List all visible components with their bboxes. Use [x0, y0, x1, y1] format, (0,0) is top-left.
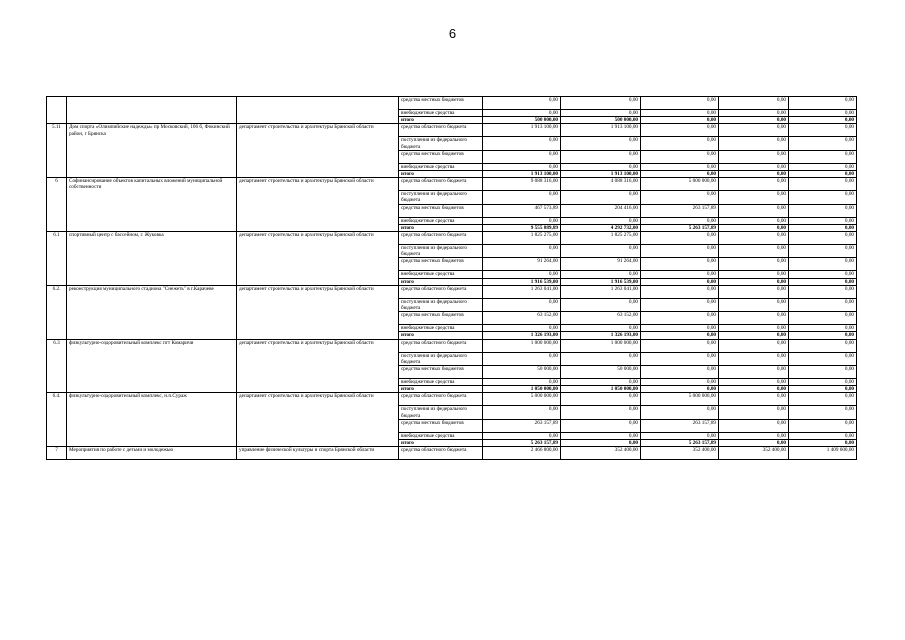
amount-cell: 5 263 157,89: [483, 440, 561, 447]
amount-cell: 1 913 100,00: [483, 124, 561, 137]
amount-cell: 1 913 100,00: [561, 171, 641, 178]
amount-cell: 0,00: [789, 432, 857, 439]
section-number-cell: 6.4.: [47, 393, 67, 447]
amount-cell: 0,00: [641, 97, 719, 110]
amount-cell: 0,00: [719, 339, 789, 352]
amount-cell: 0,00: [561, 393, 641, 406]
funding-source-cell: внебюджетные средства: [399, 217, 483, 224]
amount-cell: 9 555 889,89: [483, 224, 561, 231]
amount-cell: 352 400,00: [561, 447, 641, 460]
amount-cell: 0,00: [483, 97, 561, 110]
amount-cell: 0,00: [641, 137, 719, 150]
amount-cell: 0,00: [641, 278, 719, 285]
amount-cell: 0,00: [561, 298, 641, 311]
amount-cell: 1 916 539,00: [483, 278, 561, 285]
funding-source-cell: итого: [399, 440, 483, 447]
amount-cell: 0,00: [719, 137, 789, 150]
amount-cell: 0,00: [641, 332, 719, 339]
amount-cell: 1 326 193,00: [561, 332, 641, 339]
amount-cell: 0,00: [483, 137, 561, 150]
funding-source-cell: поступления из федерального бюджета: [399, 191, 483, 204]
amount-cell: 467 573,89: [483, 204, 561, 217]
funding-source-cell: итого: [399, 224, 483, 231]
amount-cell: 0,00: [719, 312, 789, 325]
amount-cell: 0,00: [561, 245, 641, 258]
amount-cell: 0,00: [483, 298, 561, 311]
amount-cell: 0,00: [561, 432, 641, 439]
amount-cell: 1 000 000,00: [561, 339, 641, 352]
funding-source-cell: средства местных бюджетов: [399, 150, 483, 163]
amount-cell: 0,00: [719, 150, 789, 163]
amount-cell: 91 264,00: [483, 258, 561, 271]
amount-cell: 0,00: [719, 204, 789, 217]
table-body: [47, 97, 857, 460]
amount-cell: 0,00: [719, 245, 789, 258]
amount-cell: 50 000,00: [561, 366, 641, 379]
amount-cell: 91 264,00: [561, 258, 641, 271]
amount-cell: 0,00: [483, 432, 561, 439]
amount-cell: 0,00: [561, 150, 641, 163]
activity-name-cell: [67, 97, 237, 124]
amount-cell: 0,00: [483, 245, 561, 258]
section-number-cell: 6.3: [47, 339, 67, 393]
funding-source-cell: поступления из федерального бюджета: [399, 406, 483, 419]
amount-cell: 63 152,00: [561, 312, 641, 325]
amount-cell: 1 913 100,00: [561, 124, 641, 137]
amount-cell: 0,00: [561, 137, 641, 150]
amount-cell: 500 000,00: [561, 117, 641, 124]
amount-cell: 0,00: [641, 163, 719, 170]
activity-name-cell: реконструкция муниципального стадиона "Снежеть" в г.Карачеве: [67, 285, 237, 339]
activity-name-cell: Мероприятия по работе с детьми и молодежью: [67, 447, 237, 460]
amount-cell: 0,00: [789, 312, 857, 325]
amount-cell: 0,00: [789, 117, 857, 124]
amount-cell: 4 088 316,00: [561, 178, 641, 191]
amount-cell: 0,00: [789, 278, 857, 285]
amount-cell: 0,00: [789, 178, 857, 191]
funding-source-cell: поступления из федерального бюджета: [399, 352, 483, 365]
amount-cell: 0,00: [561, 419, 641, 432]
amount-cell: 0,00: [483, 150, 561, 163]
amount-cell: 0,00: [719, 352, 789, 365]
executor-cell: департамент строительства и архитектуры Брянской области: [237, 393, 399, 447]
amount-cell: 0,00: [719, 224, 789, 231]
section-number-cell: 7: [47, 447, 67, 460]
amount-cell: 0,00: [561, 97, 641, 110]
funding-source-cell: внебюджетные средства: [399, 325, 483, 332]
funding-source-cell: средства областного бюджета: [399, 232, 483, 245]
funding-source-cell: средства областного бюджета: [399, 339, 483, 352]
amount-cell: 0,00: [789, 232, 857, 245]
amount-cell: 1 825 275,00: [561, 232, 641, 245]
amount-cell: 1 263 041,00: [483, 285, 561, 298]
funding-source-cell: средства местных бюджетов: [399, 366, 483, 379]
amount-cell: 0,00: [789, 386, 857, 393]
amount-cell: 5 000 000,00: [641, 178, 719, 191]
funding-source-cell: внебюджетные средства: [399, 271, 483, 278]
amount-cell: 0,00: [719, 432, 789, 439]
amount-cell: 0,00: [561, 406, 641, 419]
executor-cell: [237, 97, 399, 124]
amount-cell: 352 400,00: [641, 447, 719, 460]
amount-cell: 0,00: [789, 258, 857, 271]
amount-cell: 1 263 041,00: [561, 285, 641, 298]
amount-cell: 0,00: [641, 432, 719, 439]
amount-cell: 0,00: [483, 325, 561, 332]
amount-cell: 0,00: [719, 171, 789, 178]
amount-cell: 0,00: [641, 217, 719, 224]
budget-table: [46, 96, 857, 460]
amount-cell: 1 825 275,00: [483, 232, 561, 245]
amount-cell: 204 416,00: [561, 204, 641, 217]
amount-cell: 0,00: [719, 163, 789, 170]
funding-source-cell: средства местных бюджетов: [399, 312, 483, 325]
amount-cell: 9 088 316,00: [483, 178, 561, 191]
amount-cell: 0,00: [789, 366, 857, 379]
amount-cell: 5 263 157,89: [641, 440, 719, 447]
amount-cell: 1 050 000,00: [561, 386, 641, 393]
amount-cell: 0,00: [789, 406, 857, 419]
amount-cell: 50 000,00: [483, 366, 561, 379]
amount-cell: 352 400,00: [719, 447, 789, 460]
amount-cell: 0,00: [483, 110, 561, 117]
amount-cell: 1 409 600,00: [789, 447, 857, 460]
section-number-cell: 5.11: [47, 124, 67, 178]
amount-cell: 0,00: [641, 245, 719, 258]
amount-cell: 0,00: [789, 137, 857, 150]
section-number-cell: 6: [47, 178, 67, 232]
amount-cell: 0,00: [561, 271, 641, 278]
funding-source-cell: средства областного бюджета: [399, 124, 483, 137]
table-row: [47, 393, 857, 406]
amount-cell: 0,00: [641, 232, 719, 245]
executor-cell: департамент строительства и архитектуры Брянской области: [237, 232, 399, 286]
executor-cell: департамент строительства и архитектуры Брянской области: [237, 285, 399, 339]
amount-cell: 0,00: [483, 163, 561, 170]
amount-cell: 0,00: [789, 163, 857, 170]
amount-cell: 0,00: [719, 285, 789, 298]
funding-source-cell: итого: [399, 117, 483, 124]
amount-cell: 0,00: [561, 325, 641, 332]
amount-cell: 2 466 800,00: [483, 447, 561, 460]
amount-cell: 0,00: [789, 285, 857, 298]
amount-cell: 0,00: [789, 352, 857, 365]
amount-cell: 5 263 157,89: [641, 224, 719, 231]
amount-cell: 0,00: [641, 379, 719, 386]
amount-cell: 0,00: [641, 110, 719, 117]
amount-cell: 0,00: [719, 232, 789, 245]
table-row: [47, 232, 857, 245]
amount-cell: 0,00: [719, 278, 789, 285]
table-row: [47, 97, 857, 110]
amount-cell: 0,00: [719, 379, 789, 386]
funding-source-cell: поступления из федерального бюджета: [399, 298, 483, 311]
executor-cell: управление физической культуры и спорта Брянской области: [237, 447, 399, 460]
amount-cell: 0,00: [641, 352, 719, 365]
funding-source-cell: итого: [399, 171, 483, 178]
amount-cell: 63 152,00: [483, 312, 561, 325]
amount-cell: 500 000,00: [483, 117, 561, 124]
amount-cell: 0,00: [789, 224, 857, 231]
amount-cell: 0,00: [719, 325, 789, 332]
funding-source-cell: внебюджетные средства: [399, 110, 483, 117]
amount-cell: 263 157,89: [641, 204, 719, 217]
amount-cell: 0,00: [789, 339, 857, 352]
amount-cell: 0,00: [719, 191, 789, 204]
section-number-cell: [47, 97, 67, 124]
amount-cell: 0,00: [789, 298, 857, 311]
funding-source-cell: итого: [399, 278, 483, 285]
amount-cell: 0,00: [641, 386, 719, 393]
amount-cell: 0,00: [641, 124, 719, 137]
section-number-cell: 6.2.: [47, 285, 67, 339]
amount-cell: 1 000 000,00: [483, 339, 561, 352]
amount-cell: 0,00: [719, 217, 789, 224]
amount-cell: 0,00: [483, 271, 561, 278]
funding-source-cell: средства областного бюджета: [399, 447, 483, 460]
executor-cell: департамент строительства и архитектуры Брянской области: [237, 124, 399, 178]
amount-cell: 0,00: [719, 298, 789, 311]
amount-cell: 0,00: [789, 325, 857, 332]
amount-cell: 0,00: [483, 406, 561, 419]
amount-cell: 1 050 000,00: [483, 386, 561, 393]
amount-cell: 1 913 100,00: [483, 171, 561, 178]
amount-cell: 0,00: [641, 339, 719, 352]
amount-cell: 0,00: [641, 312, 719, 325]
amount-cell: 0,00: [641, 406, 719, 419]
amount-cell: 0,00: [483, 217, 561, 224]
funding-source-cell: средства областного бюджета: [399, 393, 483, 406]
amount-cell: 0,00: [641, 117, 719, 124]
amount-cell: 0,00: [561, 217, 641, 224]
amount-cell: 0,00: [641, 298, 719, 311]
table-row: [47, 178, 857, 191]
amount-cell: 0,00: [719, 332, 789, 339]
amount-cell: 0,00: [719, 178, 789, 191]
amount-cell: 0,00: [719, 271, 789, 278]
amount-cell: 0,00: [719, 97, 789, 110]
table-row: [47, 285, 857, 298]
funding-source-cell: внебюджетные средства: [399, 163, 483, 170]
funding-source-cell: средства областного бюджета: [399, 178, 483, 191]
amount-cell: 0,00: [561, 191, 641, 204]
amount-cell: 1 916 539,00: [561, 278, 641, 285]
funding-source-cell: внебюджетные средства: [399, 432, 483, 439]
amount-cell: 0,00: [789, 440, 857, 447]
amount-cell: 0,00: [789, 110, 857, 117]
amount-cell: 0,00: [789, 150, 857, 163]
activity-name-cell: Дом спорта «Олимпийские надежды» пр Московский, 106 б, Фокинский район, г Брянска: [67, 124, 237, 178]
amount-cell: 0,00: [641, 258, 719, 271]
amount-cell: 0,00: [789, 191, 857, 204]
amount-cell: 0,00: [561, 110, 641, 117]
amount-cell: 0,00: [483, 191, 561, 204]
table-row: [47, 124, 857, 137]
amount-cell: 0,00: [719, 393, 789, 406]
amount-cell: 0,00: [789, 332, 857, 339]
section-number-cell: 6.1: [47, 232, 67, 286]
amount-cell: 0,00: [641, 171, 719, 178]
amount-cell: 0,00: [561, 352, 641, 365]
amount-cell: 0,00: [719, 258, 789, 271]
amount-cell: 0,00: [789, 271, 857, 278]
amount-cell: 0,00: [789, 245, 857, 258]
amount-cell: 0,00: [641, 285, 719, 298]
amount-cell: 0,00: [483, 379, 561, 386]
funding-source-cell: средства местных бюджетов: [399, 258, 483, 271]
amount-cell: 0,00: [719, 110, 789, 117]
amount-cell: 0,00: [789, 204, 857, 217]
funding-source-cell: средства местных бюджетов: [399, 204, 483, 217]
amount-cell: 0,00: [789, 419, 857, 432]
funding-source-cell: внебюджетные средства: [399, 379, 483, 386]
funding-source-cell: итого: [399, 386, 483, 393]
activity-name-cell: физкультурно-оздоровительный комплекс пгт Комаричи: [67, 339, 237, 393]
table-row: [47, 339, 857, 352]
amount-cell: 0,00: [641, 150, 719, 163]
table-row: [47, 447, 857, 460]
executor-cell: департамент строительства и архитектуры Брянской области: [237, 339, 399, 393]
amount-cell: 0,00: [789, 393, 857, 406]
funding-source-cell: поступления из федерального бюджета: [399, 137, 483, 150]
amount-cell: 0,00: [789, 171, 857, 178]
amount-cell: 0,00: [789, 217, 857, 224]
amount-cell: 263 157,89: [641, 419, 719, 432]
amount-cell: 0,00: [641, 325, 719, 332]
amount-cell: 4 292 732,00: [561, 224, 641, 231]
funding-source-cell: средства местных бюджетов: [399, 419, 483, 432]
amount-cell: 0,00: [641, 366, 719, 379]
amount-cell: 0,00: [719, 440, 789, 447]
amount-cell: 0,00: [719, 406, 789, 419]
activity-name-cell: физкультурно-оздоровительный комплекс, н.п.Сураж: [67, 393, 237, 447]
amount-cell: 5 000 000,00: [483, 393, 561, 406]
amount-cell: 0,00: [789, 124, 857, 137]
amount-cell: 0,00: [561, 163, 641, 170]
amount-cell: 0,00: [641, 191, 719, 204]
amount-cell: 0,00: [719, 124, 789, 137]
amount-cell: 0,00: [561, 440, 641, 447]
activity-name-cell: спортивный центр с бассейном, г. Жуковка: [67, 232, 237, 286]
amount-cell: 0,00: [719, 386, 789, 393]
funding-source-cell: итого: [399, 332, 483, 339]
amount-cell: 0,00: [483, 352, 561, 365]
amount-cell: 1 326 193,00: [483, 332, 561, 339]
amount-cell: 0,00: [561, 379, 641, 386]
amount-cell: 0,00: [719, 366, 789, 379]
amount-cell: 0,00: [719, 117, 789, 124]
amount-cell: 0,00: [641, 271, 719, 278]
amount-cell: 5 000 000,00: [641, 393, 719, 406]
amount-cell: 0,00: [789, 97, 857, 110]
amount-cell: 0,00: [789, 379, 857, 386]
amount-cell: 263 157,89: [483, 419, 561, 432]
funding-source-cell: поступления из федерального бюджета: [399, 245, 483, 258]
amount-cell: 0,00: [719, 419, 789, 432]
funding-source-cell: средства областного бюджета: [399, 285, 483, 298]
activity-name-cell: Софинансирование объектов капитальных вложений муниципальной собственности: [67, 178, 237, 232]
executor-cell: департамент строительства и архитектуры Брянской области: [237, 178, 399, 232]
funding-source-cell: средства местных бюджетов: [399, 97, 483, 110]
page-number: 6: [448, 26, 457, 41]
